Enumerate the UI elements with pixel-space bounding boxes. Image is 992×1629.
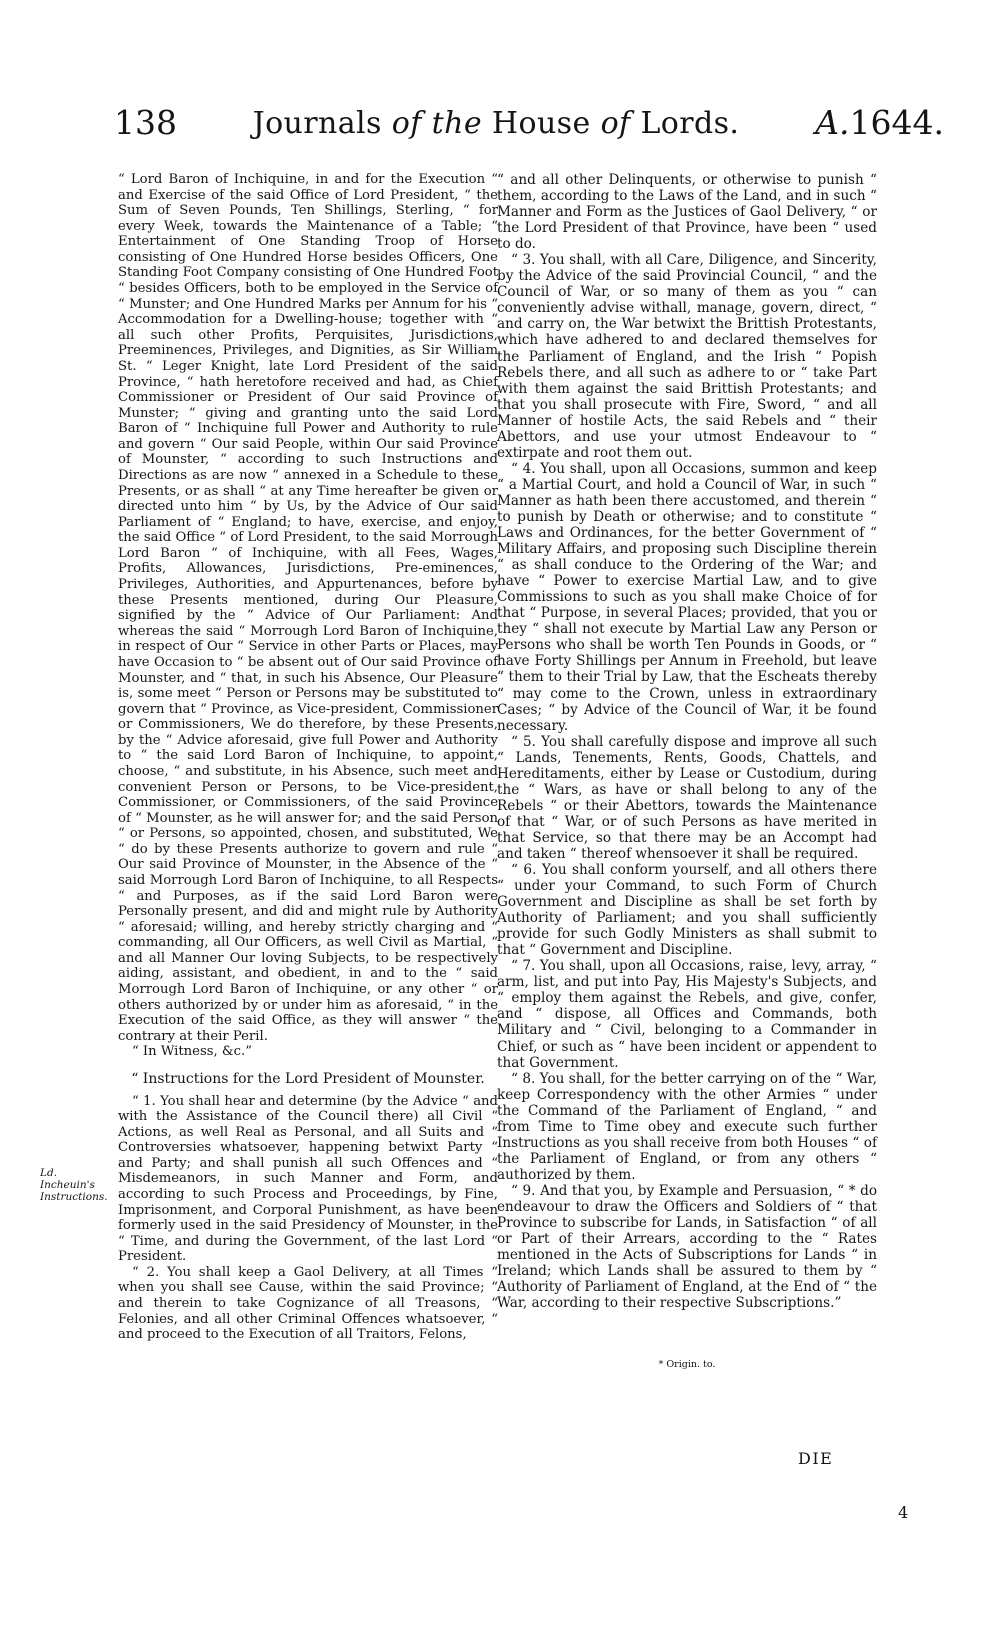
commission-text: “ Lord Baron of Inchiquine, in and for the Execution “ and Exercise of the said Office of Lord President, “ the Sum of Seven Pounds, Ten Shillings, Sterling, “ for every Week, towards the Maintenance of a Table; “ Entertainment of One Standing Troop of Horse consisting of One Hundred Horse besides Officers, One Standing Foot Company consisting of One Hundred Foot “ besides Officers, both to be employed in the Service of “ Munster; and One Hundred Marks per Annum for his “ Accommodation for a Dwelling-house; together with “ all such other Profits, Perquisites, Jurisdictions, Preeminences, Privileges, and Dignities, as Sir William St. “ Leger Knight, late Lord President of the said Province, “ hath heretofore received and had, as Chief Commissioner or President of Our said Province of Munster; “ giving and granting unto the said Lord Baron of “ Inchiquine full Power and Authority to rule and govern “ Our said People, within Our said Province of Mounster, “ according to such Instructions and Directions as are now “ annexed in a Schedule to these Presents, or as shall “ at any Time hereafter be given or directed unto him “ by Us, by the Advice of Our said Parliament of “ England; to have, exercise, and enjoy, the said Office “ of Lord President, to the said Morrough Lord Baron “ of Inchiquine, with all Fees, Wages, Profits, Allowances, Jurisdictions, Pre-eminences, Privileges, Authorities, and Appurtenances, before by these Presents mentioned, during Our Pleasure, signified by the “ Advice of Our Parliament: And whereas the said “ Morrough Lord Baron of Inchiquine, in respect of Our “ Service in other Parts or Places, may have Occasion to “ be absent out of Our said Province of Mounster, and “ that, in such his Absence, Our Pleasure is, some meet “ Person or Persons may be substituted to govern that “ Province, as Vice-president, Commissioner or Commissioners, We do therefore, by these Presents, by the “ Advice aforesaid, give full Power and Authority to “ the said Lord Baron of Inchiquine, to appoint, choose, “ and substitute, in his Absence, such meet and convenient Person or Persons, to be Vice-president, Commissioner, or Commissioners, of the said Province of “ Mounster, as he will answer for; and the said Person “ or Persons, so appointed, chosen, and substituted, We “ do by these Presents authorize to govern and rule “ Our said Province of Mounster, in the Absence of the “ said Morrough Lord Baron of Inchiquine, to all Respects “ and Purposes, as if the said Lord Baron were Personally present, and did and might rule by Authority “ aforesaid; willing, and hereby strictly charging and “ commanding, all Our Officers, as well Civil as Martial, “ and all Manner Our loving Subjects, to be respectively aiding, assistant, and obedient, in and to the “ said Morrough Lord Baron of Inchiquine, or any other “ or others authorized by or under him as aforesaid, “ in the Execution of the said Office, as they will answer “ the contrary at their Peril. xyxy=(118,172,498,1044)
title-word: the xyxy=(431,106,482,141)
year-letter: A. xyxy=(815,103,850,142)
instruction-2: “ 2. You shall keep a Gaol Delivery, at all Times “ when you shall see Cause, within the said Province; “ and therein to take Cognizance of all Treasons, “ Felonies, and all other Criminal Offences whatsoever, “ and proceed to the Execution of all Traitors, Felons, xyxy=(118,1264,498,1343)
page-header xyxy=(0,103,992,143)
instruction-3: “ 3. You shall, with all Care, Diligence, and Sincerity, by the Advice of the said Provincial Council, “ and the Council of War, or so many of them as you “ can conveniently advise withall, manage, govern, direct, “ and carry on, the War betwixt the Brittish Protestants, which have adhered to and declared themselves for the Parliament of England, and the Irish “ Popish Rebels there, and all such as adhere to or “ take Part with them against the said Brittish Protestants; and that you shall prosecute with Fire, Sword, “ and all Manner of hostile Acts, the said Rebels and “ their Abettors, and use your utmost Endeavour to “ extirpate and root them out. xyxy=(497,252,877,461)
footnote: * Origin. to. xyxy=(658,1359,716,1370)
page-number: 138 xyxy=(114,103,177,142)
instruction-6: “ 6. You shall conform yourself, and all others there “ under your Command, to such Form of Church Government and Discipline as shall be set forth by Authority of Parliament; and you shall sufficiently provide for such Godly Ministers as shall submit to that “ Government and Discipline. xyxy=(497,862,877,959)
title-word: of xyxy=(391,106,422,141)
running-year xyxy=(815,103,944,143)
catchword: DIE xyxy=(798,1449,834,1468)
left-column xyxy=(118,172,498,1343)
instruction-4: “ 4. You shall, upon all Occasions, summon and keep “ a Martial Court, and hold a Council of War, in such “ Manner as hath been there accustomed, and therein “ to punish by Death or otherwise; and to constitute “ Laws and Ordinances, for the better Government of “ Military Affairs, and proposing such Discipline therein “ as shall conduce to the Ordering of the War; and have “ Power to exercise Martial Law, and to give Commissions to such as you shall make Choice of for that “ Purpose, in several Places; provided, that you or they “ shall not execute by Martial Law any Person or Persons who shall be worth Ten Pounds in Goods, or “ have Forty Shillings per Annum in Freehold, but leave “ them to their Trial by Law, that the Escheats thereby “ may come to the Crown, unless in extraordinary Cases; “ by Advice of the Council of War, it be found necessary. xyxy=(497,460,877,734)
right-column xyxy=(497,172,877,1311)
instruction-9: “ 9. And that you, by Example and Persuasion, “ * do endeavour to draw the Officers and Soldiers of “ that Province to subscribe for Lands, in Satisfaction “ of all or Part of their Arrears, according to the “ Rates mentioned in the Acts of Subscriptions for Lands “ in Ireland; which Lands shall be assured to them by “ Authority of Parliament of England, at the End of “ the War, according to their respective Subscriptions.” xyxy=(497,1182,877,1312)
witness-line: “ In Witness, &c.” xyxy=(132,1044,252,1060)
year-number: 1644. xyxy=(849,103,944,142)
instruction-1: “ 1. You shall hear and determine (by the Advice “ and with the Assistance of the Council there) all Civil “ Actions, as well Real as Personal, and all Suits and “ Controversies whatsoever, happening betwixt Party “ and Party; and shall punish all such Offences and “ Misdemeanors, in such Manner and Form, and according to such Process and Proceedings, by Fine, Imprisonment, and Corporal Punishment, as have been formerly used in the said Presidency of Mounster, in the “ Time, and during the Government, of the last Lord “ President. xyxy=(118,1093,498,1265)
instruction-8: “ 8. You shall, for the better carrying on of the “ War, keep Correspondency with the other Armies “ under the Command of the Parliament of England, “ and from Time to Time obey and execute such further Instructions as you shall receive from both Houses “ of the Parliament of England, or from any others “ authorized by them. xyxy=(497,1070,877,1183)
instruction-2-continued: “ and all other Delinquents, or otherwise to punish “ them, according to the Laws of the Land, and in such “ Manner and Form as the Justices of Gaol Delivery, “ or the Lord President of that Province, have been “ used to do. xyxy=(497,172,877,253)
instruction-7: “ 7. You shall, upon all Occasions, raise, levy, array, “ arm, list, and put into Pay, His Majesty's Subjects, and “ employ them against the Rebels, and give, confer, and “ dispose, all Offices and Commands, both Military and “ Civil, belonging to a Commander in Chief, or such as “ have been incident or appendent to that Government. xyxy=(497,958,877,1071)
title-word: Lords. xyxy=(640,106,740,141)
title-word: Journals xyxy=(252,106,382,141)
section-heading: “ Instructions for the Lord President of Mounster. xyxy=(131,1070,485,1087)
instruction-5: “ 5. You shall carefully dispose and improve all such “ Lands, Tenements, Rents, Goods, Chattels, and Hereditaments, either by Lease or Custodium, during the “ Wars, as have or shall belong to any of the Rebels “ or their Abettors, towards the Maintenance of that “ War, or of such Persons as have merited in that Service, so that there may be an Accompt had and taken “ thereof whensoever it shall be required. xyxy=(497,733,877,862)
signature-mark: 4 xyxy=(898,1503,909,1522)
margin-note: Ld. Incheuin's Instructions. xyxy=(40,1167,108,1203)
title-word: of xyxy=(600,106,631,141)
title-word: House xyxy=(491,106,591,141)
